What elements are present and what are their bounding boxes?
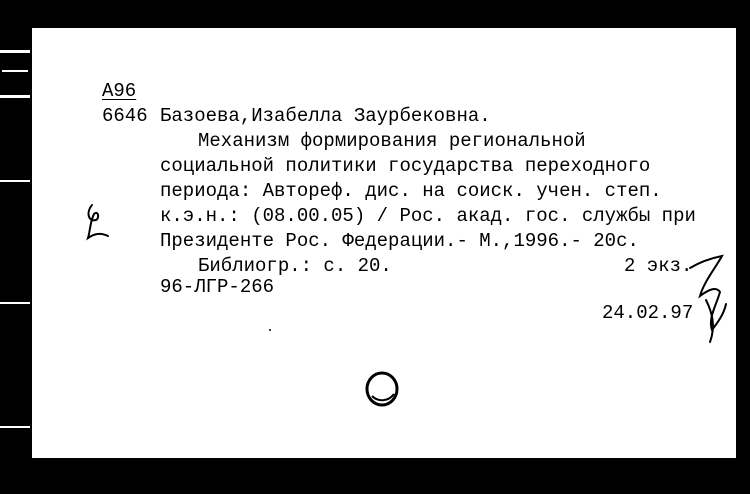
title-line-5: Президенте Рос. Федерации.- М.,1996.- 20с. <box>160 230 639 252</box>
registration-number: 6646 <box>102 105 148 127</box>
author-heading: Базоева,Изабелла Заурбековна. <box>160 105 491 127</box>
title-line-2: социальной политики государства переходного <box>160 155 651 177</box>
call-number: А96 <box>102 80 137 102</box>
title-line-3: периода: Автореф. дис. на соиск. учен. степ. <box>160 180 662 202</box>
scan-noise <box>2 70 28 72</box>
scan-noise <box>0 180 30 182</box>
bibliography-note: Библиогр.: с. 20. <box>198 255 392 277</box>
scan-noise <box>0 302 30 304</box>
scan-border-top <box>0 0 750 30</box>
scan-noise <box>0 95 30 98</box>
scan-border-right <box>736 0 750 494</box>
scan-noise <box>0 426 30 428</box>
scan-noise <box>0 50 30 53</box>
title-line-4: к.э.н.: (08.00.05) / Рос. акад. гос. службы при <box>160 205 696 227</box>
copies-count: 2 экз. <box>624 255 693 277</box>
inventory-code: 96-ЛГР-266 <box>160 276 275 298</box>
scan-border-bottom <box>0 458 750 494</box>
date-stamp: 24.02.97 <box>602 302 694 324</box>
title-line-1: Механизм формирования региональной <box>198 130 586 152</box>
scan-border-left <box>0 0 32 494</box>
